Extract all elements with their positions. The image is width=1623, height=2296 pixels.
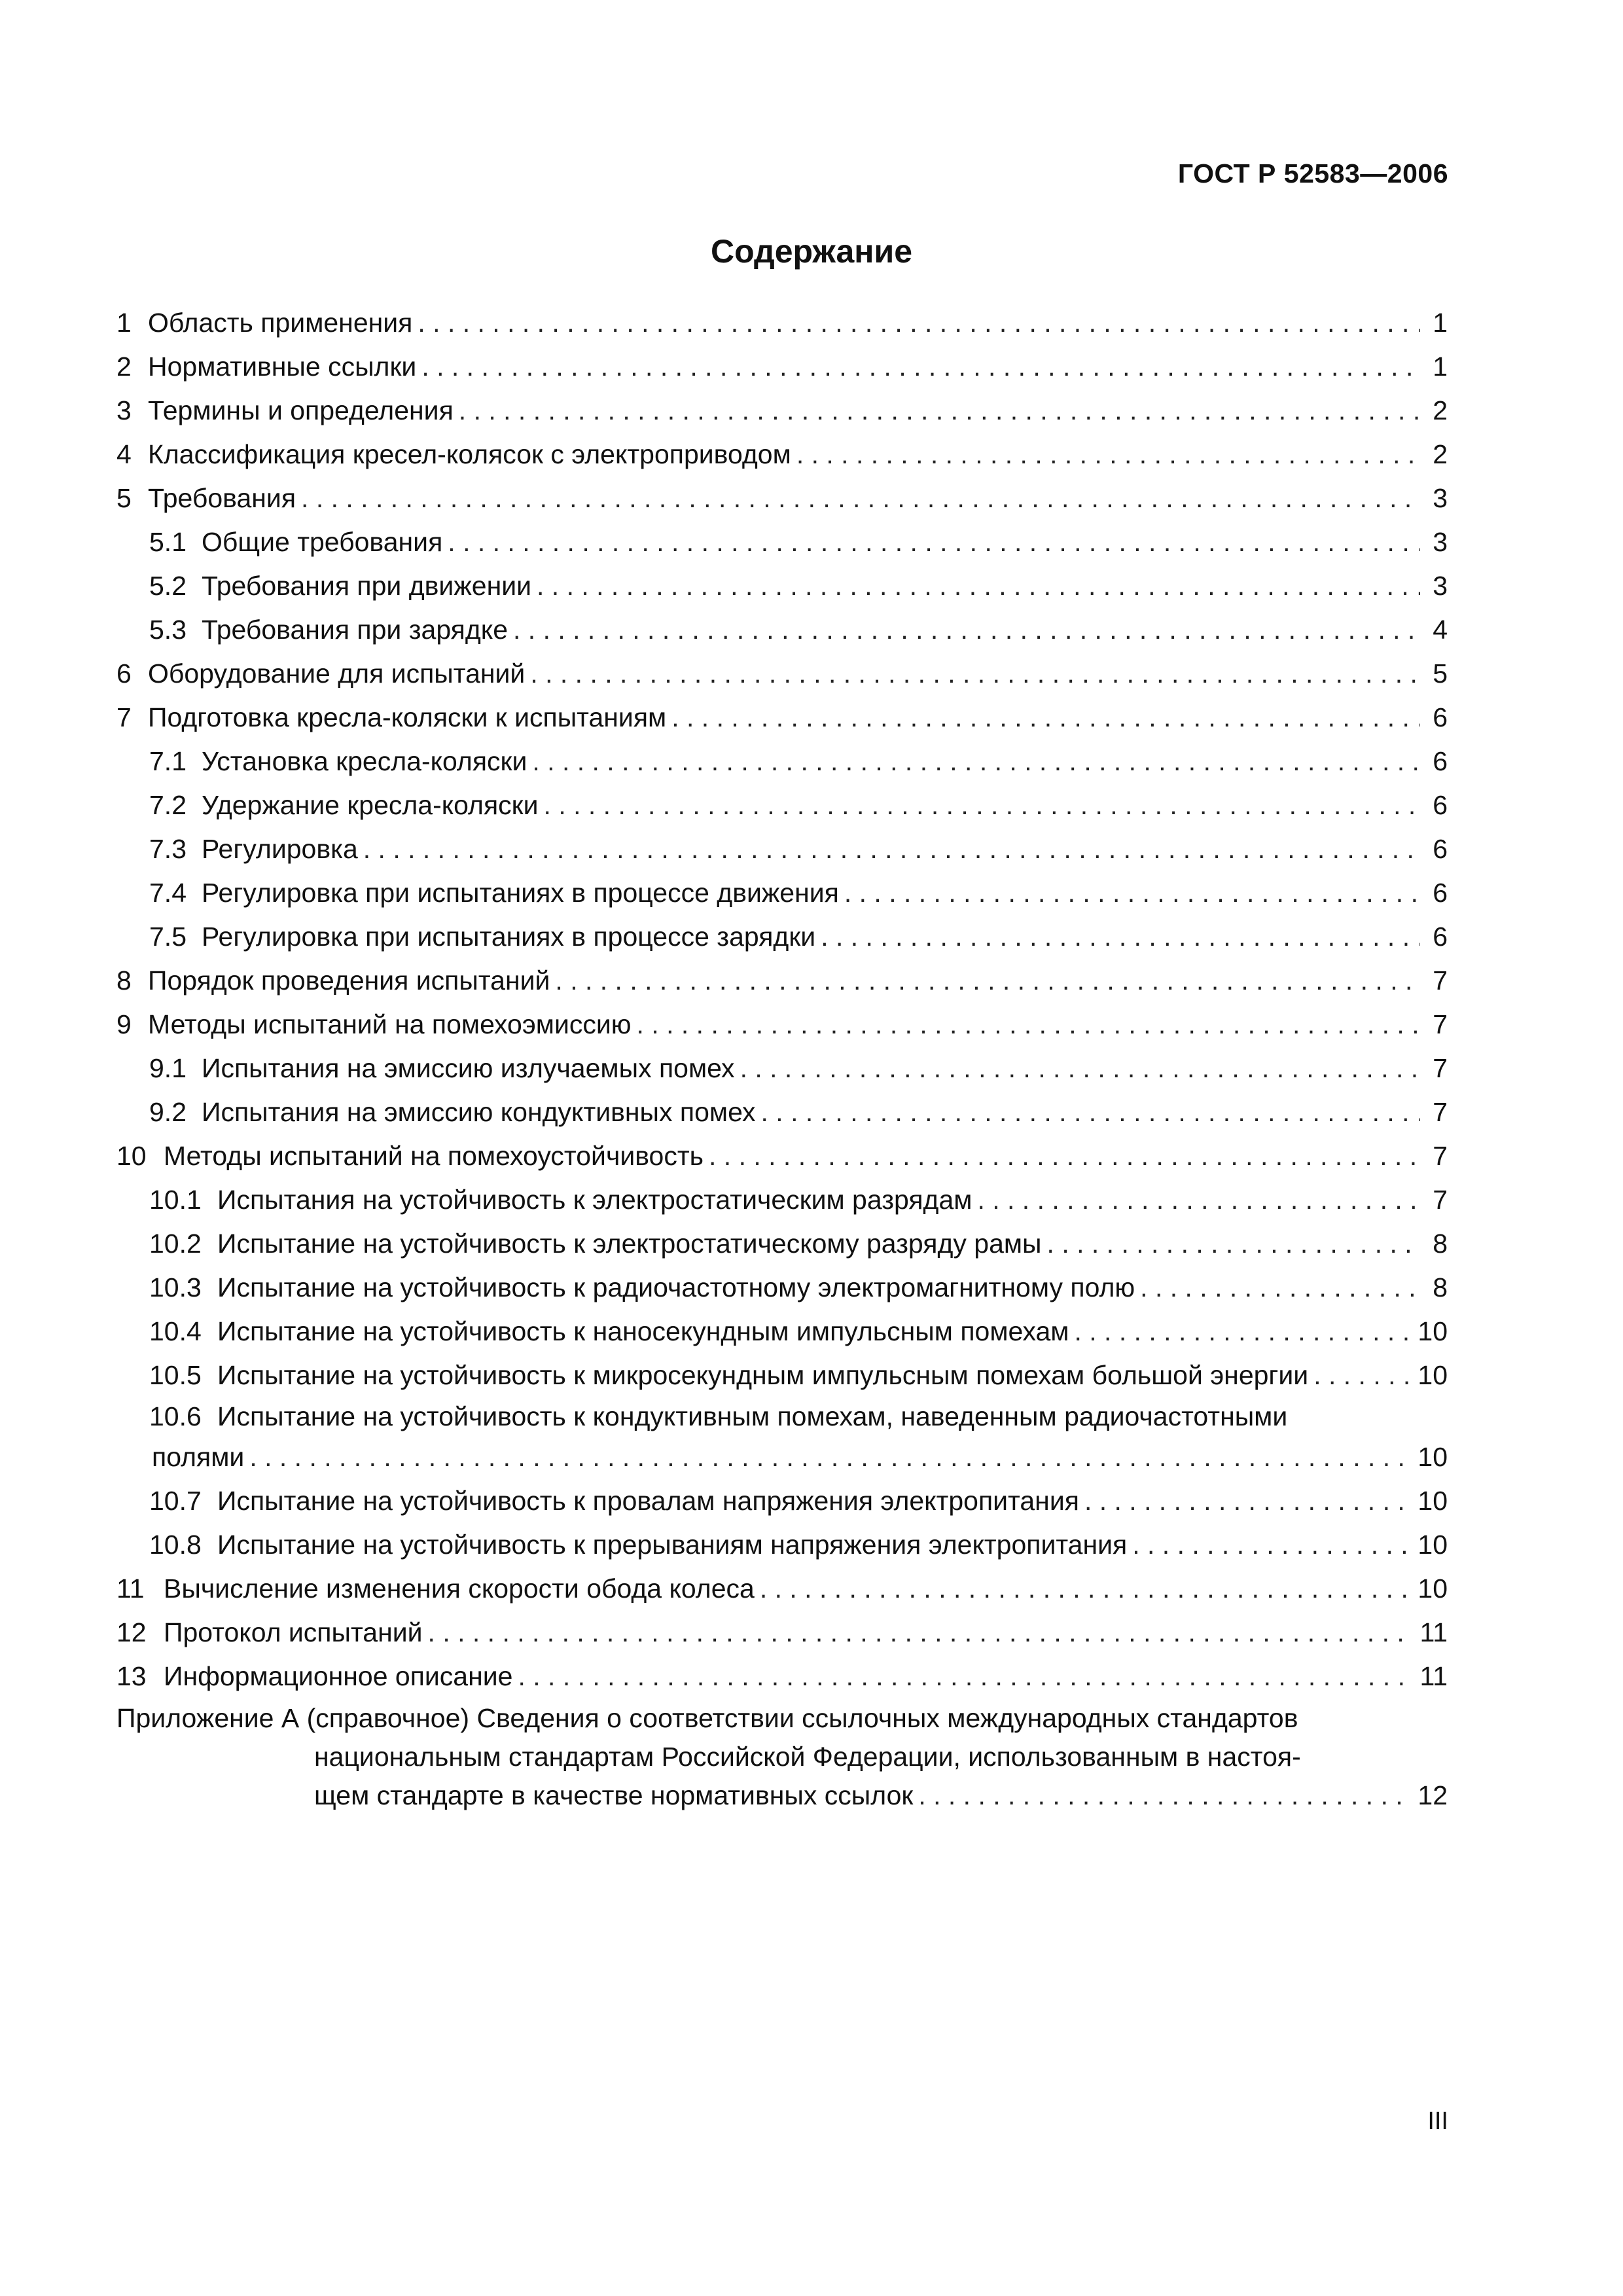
toc-entry-title: Испытание на устойчивость к кондуктивным помехам, наведенным радиочастотными xyxy=(217,1401,1288,1431)
toc-entry-number: 5.2 xyxy=(149,571,187,601)
toc-entry[interactable] xyxy=(116,608,1448,652)
toc-entry-title: Подготовка кресла-коляски к испытаниям xyxy=(148,702,667,732)
toc-entry-title: Испытания на устойчивость к электростатическим разрядам xyxy=(217,1185,972,1215)
toc-entry[interactable] xyxy=(116,301,1448,345)
toc-entry-number: 10.6 xyxy=(149,1401,202,1431)
toc-entry[interactable] xyxy=(116,345,1448,389)
toc-entry[interactable] xyxy=(116,476,1448,520)
toc-entry-number: 9.1 xyxy=(149,1053,187,1083)
dot-leader xyxy=(844,871,1420,915)
toc-entry-number: 13 xyxy=(116,1661,147,1691)
toc-entry[interactable] xyxy=(116,1047,1448,1090)
dot-leader xyxy=(761,1090,1420,1134)
toc-entry-page: 11 xyxy=(1419,1661,1448,1691)
toc-entry[interactable] xyxy=(116,696,1448,740)
toc-entry-number: 3 xyxy=(116,395,132,425)
toc-entry-number: 5.3 xyxy=(149,615,187,645)
toc-entry-number: 7 xyxy=(116,702,132,732)
toc-entry-number: 10 xyxy=(116,1141,147,1171)
toc-entry-number: 8 xyxy=(116,965,132,996)
dot-leader xyxy=(363,827,1420,871)
toc-entry-page: 10 xyxy=(1418,1530,1448,1560)
toc-entry-title: Термины и определения xyxy=(148,395,454,425)
appendix-label: Приложение А (справочное) xyxy=(116,1703,470,1733)
toc-entry-number: 5.1 xyxy=(149,527,187,557)
dot-leader xyxy=(459,389,1420,433)
dot-leader xyxy=(555,959,1420,1003)
toc-entry-page: 7 xyxy=(1433,1009,1448,1039)
dot-leader xyxy=(530,652,1420,696)
toc-entry-page: 6 xyxy=(1433,834,1448,864)
toc-entry-number: 7.2 xyxy=(149,790,187,820)
toc-entry-appendix[interactable] xyxy=(116,1698,1448,1815)
toc-entry[interactable] xyxy=(116,1003,1448,1047)
toc-entry-title: Классификация кресел-колясок с электроприводом xyxy=(148,439,791,469)
toc-entry-title: Регулировка при испытаниях в процессе движения xyxy=(202,878,839,908)
toc-entry-number: 11 xyxy=(116,1573,145,1604)
page-number: III xyxy=(1427,2108,1448,2135)
toc-entry-page: 1 xyxy=(1433,351,1448,382)
toc-entry-title: Испытание на устойчивость к провалам напряжения электропитания xyxy=(217,1486,1079,1516)
dot-leader xyxy=(448,520,1420,564)
toc-entry[interactable] xyxy=(116,433,1448,476)
toc-entry-title: Порядок проведения испытаний xyxy=(148,965,550,996)
toc-entry[interactable] xyxy=(116,1354,1448,1397)
toc-entry-title: Испытание на устойчивость к микросекундным импульсным помехам большой энергии xyxy=(217,1360,1309,1390)
toc-entry-title: Регулировка при испытаниях в процессе зарядки xyxy=(202,922,816,952)
dot-leader xyxy=(1313,1354,1410,1397)
toc-entry-number: 2 xyxy=(116,351,132,382)
toc-entry-number: 9 xyxy=(116,1009,132,1039)
toc-entry-title: Испытание на устойчивость к прерываниям напряжения электропитания xyxy=(217,1530,1128,1560)
toc-entry-title: Требования при движении xyxy=(202,571,532,601)
toc-entry[interactable] xyxy=(116,959,1448,1003)
toc-entry[interactable] xyxy=(116,1479,1448,1523)
toc-entry-page: 10 xyxy=(1418,1442,1448,1472)
toc-entry-number: 5 xyxy=(116,483,132,513)
toc-entry-page: 7 xyxy=(1433,1053,1448,1083)
toc-entry[interactable] xyxy=(116,1266,1448,1310)
toc-entry[interactable] xyxy=(116,389,1448,433)
dot-leader xyxy=(1140,1266,1420,1310)
dot-leader xyxy=(821,915,1420,959)
toc-entry[interactable] xyxy=(116,783,1448,827)
toc-entry-number: 10.4 xyxy=(149,1316,202,1346)
dot-leader xyxy=(513,608,1420,652)
toc-entry-number: 10.3 xyxy=(149,1272,202,1302)
toc-entry-page: 7 xyxy=(1433,965,1448,996)
appendix-title-line: национальным стандартам Российской Федерации, использованным в настоя- xyxy=(314,1742,1301,1772)
toc-entry-page: 6 xyxy=(1433,878,1448,908)
dot-leader xyxy=(544,783,1420,827)
toc-entry-title: Удержание кресла-коляски xyxy=(202,790,539,820)
toc-entry-page: 2 xyxy=(1433,395,1448,425)
toc-entry-title: Требования при зарядке xyxy=(202,615,508,645)
toc-entry[interactable] xyxy=(116,1523,1448,1567)
toc-entry[interactable] xyxy=(116,520,1448,564)
toc-entry-title: Область применения xyxy=(148,308,413,338)
toc-entry-number: 10.8 xyxy=(149,1530,202,1560)
toc-entry[interactable] xyxy=(116,1611,1448,1655)
toc-entry-page: 6 xyxy=(1433,922,1448,952)
dot-leader xyxy=(421,345,1420,389)
toc-entry-page: 10 xyxy=(1418,1486,1448,1516)
toc-entry-number: 4 xyxy=(116,439,132,469)
toc-entry-title: Испытание на устойчивость к электростатическому разряду рамы xyxy=(217,1229,1042,1259)
toc-entry-page: 3 xyxy=(1433,527,1448,557)
toc-entry-page: 10 xyxy=(1418,1360,1448,1390)
toc-entry-number: 9.2 xyxy=(149,1097,187,1127)
toc-entry-page: 3 xyxy=(1433,571,1448,601)
toc-entry-number: 6 xyxy=(116,658,132,689)
toc-entry-number: 10.1 xyxy=(149,1185,202,1215)
toc-entry-title: Установка кресла-коляски xyxy=(202,746,527,776)
dot-leader xyxy=(977,1178,1420,1222)
appendix-title-line: щем стандарте в качестве нормативных ссылок xyxy=(314,1780,914,1810)
toc-entry-title: Испытания на эмиссию излучаемых помех xyxy=(202,1053,735,1083)
toc-entry[interactable] xyxy=(116,1222,1448,1266)
toc-entry-title: Испытания на эмиссию кондуктивных помех xyxy=(202,1097,756,1127)
appendix-title-line: Сведения о соответствии ссылочных международных стандартов xyxy=(476,1703,1298,1733)
toc-entry[interactable] xyxy=(116,1397,1448,1479)
dot-leader xyxy=(918,1776,1410,1815)
table-of-contents xyxy=(116,301,1448,1815)
toc-entry-number: 1 xyxy=(116,308,132,338)
dot-leader xyxy=(740,1047,1420,1090)
toc-entry-title: Общие требования xyxy=(202,527,443,557)
toc-entry[interactable] xyxy=(116,740,1448,783)
dot-leader xyxy=(418,301,1420,345)
toc-entry-number: 10.2 xyxy=(149,1229,202,1259)
toc-entry[interactable] xyxy=(116,1567,1448,1611)
toc-entry-title: Нормативные ссылки xyxy=(148,351,417,382)
document-code: ГОСТ Р 52583—2006 xyxy=(1177,158,1448,188)
toc-entry-title: Требования xyxy=(148,483,296,513)
toc-entry-page: 1 xyxy=(1433,308,1448,338)
toc-entry[interactable] xyxy=(116,1090,1448,1134)
toc-title: Содержание xyxy=(710,233,913,270)
toc-entry[interactable] xyxy=(116,871,1448,915)
dot-leader xyxy=(1047,1222,1420,1266)
toc-entry-page: 11 xyxy=(1419,1617,1448,1647)
dot-leader xyxy=(796,433,1420,476)
toc-entry-page: 7 xyxy=(1433,1097,1448,1127)
toc-entry-page: 10 xyxy=(1418,1573,1448,1604)
toc-entry-page: 5 xyxy=(1433,658,1448,689)
toc-entry-page: 12 xyxy=(1418,1780,1448,1810)
dot-leader xyxy=(760,1567,1410,1611)
toc-entry-title: Протокол испытаний xyxy=(164,1617,423,1647)
toc-entry[interactable] xyxy=(116,1310,1448,1354)
toc-entry[interactable] xyxy=(116,1655,1448,1698)
toc-entry-page: 8 xyxy=(1433,1229,1448,1259)
toc-entry-number: 7.3 xyxy=(149,834,187,864)
toc-entry-number: 7.4 xyxy=(149,878,187,908)
dot-leader xyxy=(428,1611,1412,1655)
toc-entry-page: 6 xyxy=(1433,702,1448,732)
toc-entry-page: 6 xyxy=(1433,746,1448,776)
toc-entry-page: 6 xyxy=(1433,790,1448,820)
toc-entry-page: 8 xyxy=(1433,1272,1448,1302)
toc-entry-title: Оборудование для испытаний xyxy=(148,658,526,689)
toc-entry-page: 7 xyxy=(1433,1185,1448,1215)
dot-leader xyxy=(518,1655,1412,1698)
toc-entry-title: Испытание на устойчивость к радиочастотному электромагнитному полю xyxy=(217,1272,1135,1302)
toc-entry-page: 10 xyxy=(1418,1316,1448,1346)
toc-entry-page: 2 xyxy=(1433,439,1448,469)
toc-entry-page: 7 xyxy=(1433,1141,1448,1171)
dot-leader xyxy=(671,696,1420,740)
toc-entry-title: Испытание на устойчивость к наносекундным импульсным помехам xyxy=(217,1316,1069,1346)
dot-leader xyxy=(301,476,1420,520)
toc-entry-title-continued: полями xyxy=(152,1442,245,1472)
toc-entry-page: 4 xyxy=(1433,615,1448,645)
dot-leader xyxy=(1132,1523,1410,1567)
dot-leader xyxy=(249,1435,1410,1479)
toc-entry-number: 10.5 xyxy=(149,1360,202,1390)
toc-entry[interactable] xyxy=(116,827,1448,871)
toc-entry-number: 12 xyxy=(116,1617,147,1647)
toc-entry-number: 7.1 xyxy=(149,746,187,776)
toc-entry-page: 3 xyxy=(1433,483,1448,513)
dot-leader xyxy=(1084,1479,1410,1523)
toc-entry[interactable] xyxy=(116,1134,1448,1178)
toc-entry-title: Методы испытаний на помехоустойчивость xyxy=(164,1141,704,1171)
toc-entry[interactable] xyxy=(116,564,1448,608)
toc-entry-title: Вычисление изменения скорости обода колеса xyxy=(164,1573,755,1604)
toc-entry-title: Методы испытаний на помехоэмиссию xyxy=(148,1009,632,1039)
toc-entry-title: Регулировка xyxy=(202,834,358,864)
dot-leader xyxy=(1074,1310,1410,1354)
toc-entry[interactable] xyxy=(116,1178,1448,1222)
toc-entry-number: 7.5 xyxy=(149,922,187,952)
dot-leader xyxy=(637,1003,1420,1047)
toc-entry-number: 10.7 xyxy=(149,1486,202,1516)
toc-entry[interactable] xyxy=(116,915,1448,959)
toc-entry-title: Информационное описание xyxy=(164,1661,513,1691)
toc-entry[interactable] xyxy=(116,652,1448,696)
dot-leader xyxy=(532,740,1420,783)
dot-leader xyxy=(709,1134,1420,1178)
dot-leader xyxy=(537,564,1420,608)
